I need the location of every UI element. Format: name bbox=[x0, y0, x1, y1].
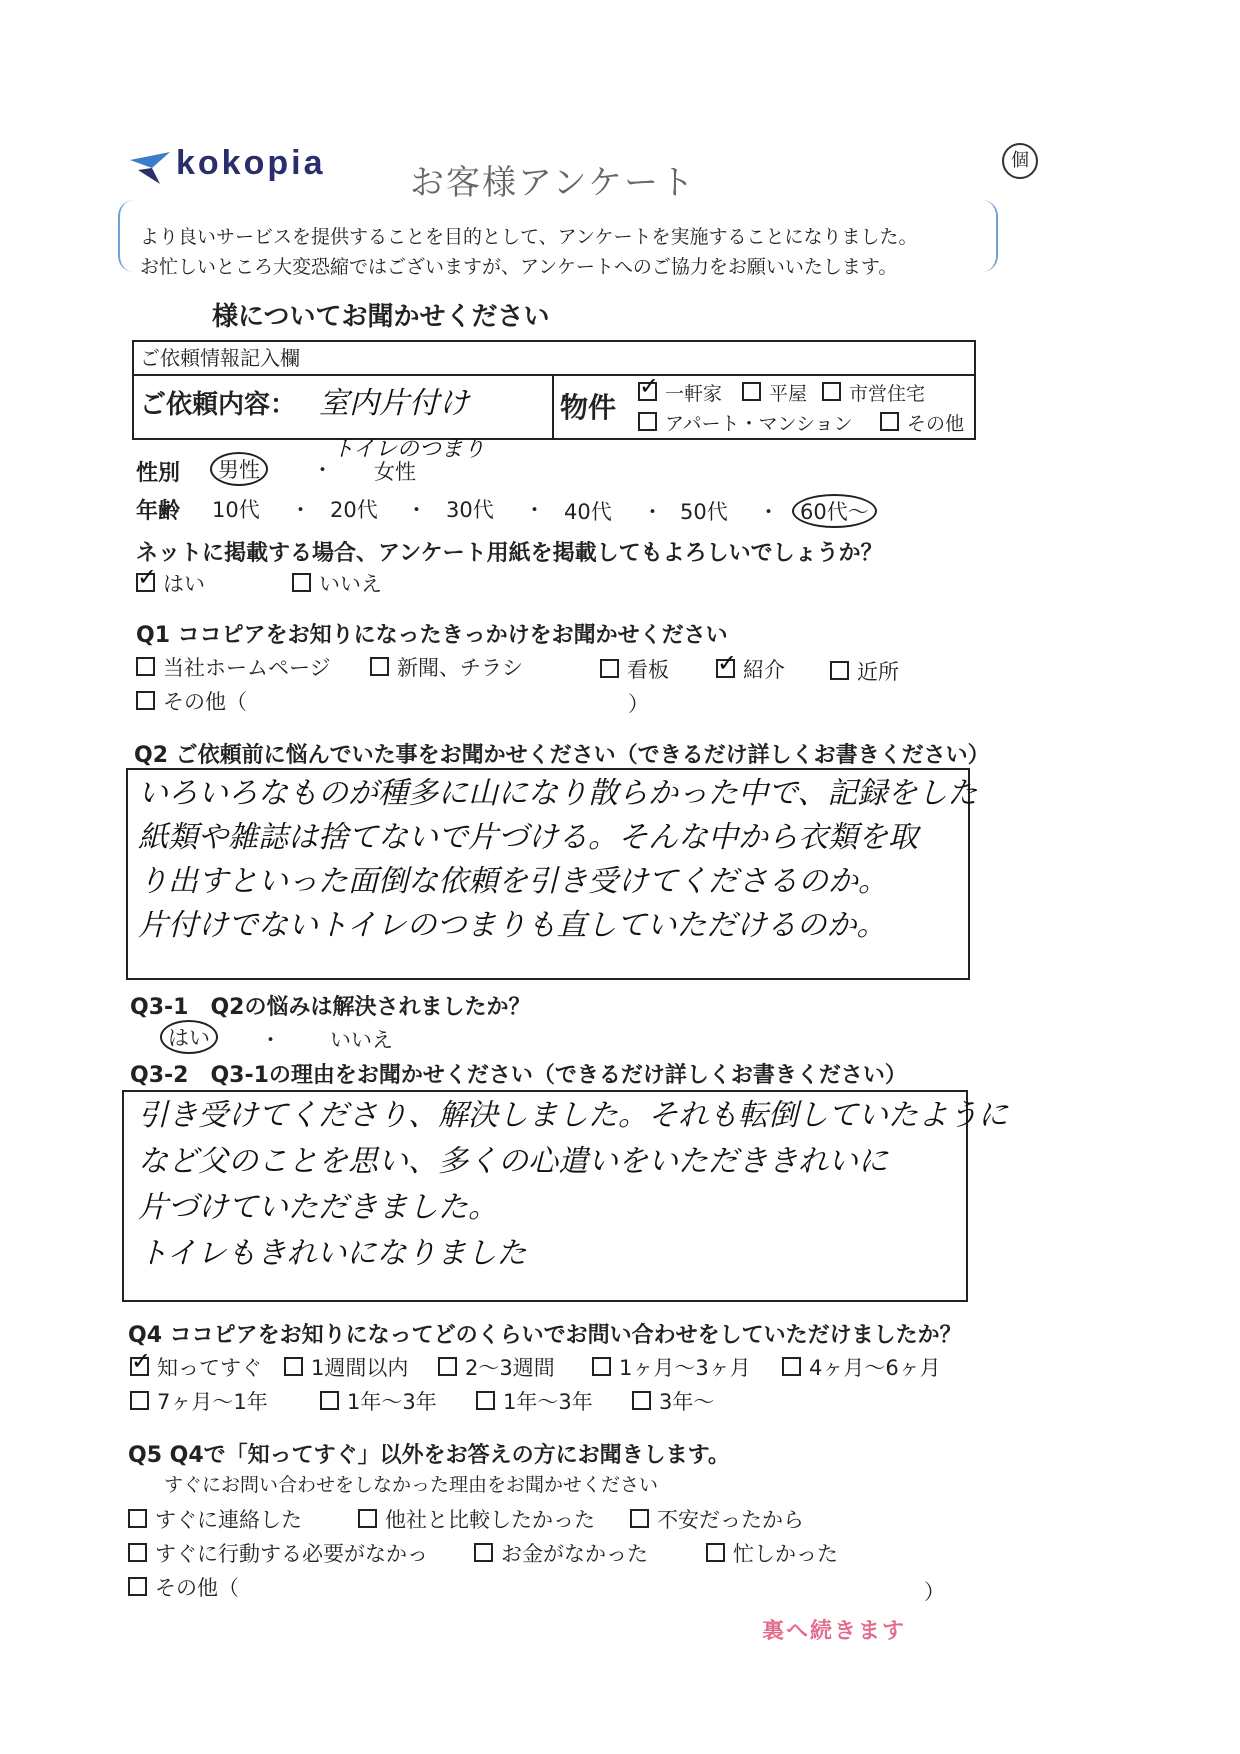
checkbox-icon bbox=[284, 1357, 303, 1376]
q4-option-1[interactable]: ✓知ってすぐ bbox=[130, 1352, 262, 1382]
q5-option-4[interactable]: すぐに行動する必要がなかっ bbox=[128, 1538, 428, 1568]
q4-option-2[interactable]: 1週間以内 bbox=[284, 1352, 408, 1382]
q1-option-2[interactable]: 新聞、チラシ bbox=[370, 652, 523, 682]
checkbox-icon bbox=[358, 1509, 377, 1528]
q3-1-no[interactable]: いいえ bbox=[330, 1028, 393, 1052]
q2-answer-line: り出すといった面倒な依頼を引き受けてくださるのか。 bbox=[138, 864, 888, 899]
brand-name: kokopia bbox=[176, 144, 326, 182]
checkbox-icon bbox=[638, 412, 657, 431]
age-50[interactable]: 50代 bbox=[680, 500, 728, 524]
checkbox-icon bbox=[638, 382, 657, 401]
checkbox-icon bbox=[706, 1543, 725, 1562]
page-title: お客様アンケート bbox=[410, 163, 696, 203]
property-option-4[interactable]: アパート・マンション bbox=[638, 409, 853, 436]
checkbox-icon bbox=[128, 1543, 147, 1562]
q3-2-answer-box[interactable] bbox=[122, 1090, 1008, 1302]
q3-2-question: Q3-2 Q3-1の理由をお聞かせください（できるだけ詳しくお書きください） bbox=[130, 1063, 907, 1088]
checkbox-icon bbox=[136, 691, 155, 710]
q5-subtitle: すぐにお問い合わせをしなかった理由をお聞かせください bbox=[164, 1474, 659, 1496]
q5-other-close: ） bbox=[924, 1580, 945, 1604]
checkbox-icon bbox=[592, 1357, 611, 1376]
q4-option-7[interactable]: 1年〜3年 bbox=[320, 1386, 437, 1416]
continue-note: 裏へ続きます bbox=[762, 1619, 907, 1644]
checkbox-icon bbox=[830, 661, 849, 680]
q4-option-5[interactable]: 4ヶ月〜6ヶ月 bbox=[782, 1352, 941, 1382]
checkbox-icon bbox=[370, 657, 389, 676]
request-value-2: トイレのつまり bbox=[332, 437, 485, 462]
q1-question: Q1 ココピアをお知りになったきっかけをお聞かせください bbox=[136, 623, 728, 648]
age-dot: ・ bbox=[642, 500, 663, 524]
age-dot: ・ bbox=[406, 498, 427, 522]
age-label: 年齢 bbox=[136, 499, 181, 524]
property-option-5[interactable]: その他 bbox=[880, 409, 964, 436]
q4-option-4[interactable]: 1ヶ月〜3ヶ月 bbox=[592, 1352, 751, 1382]
checkbox-icon bbox=[136, 573, 155, 592]
checkbox-icon bbox=[474, 1543, 493, 1562]
q3-1-dot: ・ bbox=[260, 1028, 281, 1052]
request-value: 室内片付け bbox=[319, 386, 469, 421]
request-label: ご依頼内容： bbox=[140, 390, 297, 420]
checkbox-icon bbox=[742, 382, 761, 401]
checkbox-icon bbox=[632, 1391, 651, 1410]
request-box-label: ご依頼情報記入欄 bbox=[140, 346, 300, 370]
badge-text: 個 bbox=[1011, 150, 1029, 171]
checkbox-icon bbox=[822, 382, 841, 401]
age-10[interactable]: 10代 bbox=[212, 498, 260, 522]
publish-yes[interactable]: ✓はい bbox=[136, 568, 205, 598]
age-20[interactable]: 20代 bbox=[330, 498, 378, 522]
publish-no[interactable]: いいえ bbox=[292, 568, 382, 598]
q3-2-answer-line: 引き受けてくださり、解決しました。それも転倒していたように bbox=[138, 1098, 1008, 1133]
checkbox-icon bbox=[782, 1357, 801, 1376]
badge-circle bbox=[1002, 143, 1038, 179]
request-box bbox=[132, 340, 976, 440]
age-dot: ・ bbox=[524, 498, 545, 522]
q5-option-6[interactable]: 忙しかった bbox=[706, 1538, 838, 1568]
property-option-3[interactable]: 市営住宅 bbox=[822, 379, 925, 406]
checkbox-icon bbox=[136, 657, 155, 676]
q5-option-1[interactable]: すぐに連絡した bbox=[128, 1504, 302, 1534]
checkbox-icon bbox=[130, 1391, 149, 1410]
q2-answer-line: いろいろなものが種多に山になり散らかった中で、記録をした bbox=[138, 776, 978, 811]
q1-option-5[interactable]: 近所 bbox=[830, 656, 899, 686]
q3-2-answer-line: 片づけていただきました。 bbox=[138, 1190, 498, 1225]
property-option-1[interactable]: ✓ 一軒家 bbox=[638, 379, 722, 406]
q2-answer-line: 片付けでないトイレのつまりも直していただけるのか。 bbox=[138, 908, 887, 943]
age-40[interactable]: 40代 bbox=[564, 500, 612, 524]
q4-option-3[interactable]: 2〜3週間 bbox=[438, 1352, 555, 1382]
q5-question: Q5 Q4で「知ってすぐ」以外をお答えの方にお聞きします。 bbox=[128, 1443, 730, 1468]
checkbox-icon bbox=[320, 1391, 339, 1410]
q5-other[interactable]: その他（ bbox=[128, 1572, 239, 1602]
age-30[interactable]: 30代 bbox=[446, 498, 494, 522]
q4-option-9[interactable]: 3年〜 bbox=[632, 1386, 714, 1416]
logo-mark-icon bbox=[130, 148, 174, 184]
q3-2-answer-line: など父のことを思い、多くの心遣いをいただききれいに bbox=[138, 1144, 888, 1179]
checkbox-icon bbox=[880, 412, 899, 431]
q4-option-6[interactable]: 7ヶ月〜1年 bbox=[130, 1386, 268, 1416]
q3-1-question: Q3-1 Q2の悩みは解決されましたか？ bbox=[130, 995, 531, 1020]
q1-other-close: ） bbox=[628, 692, 649, 716]
q4-option-8[interactable]: 1年〜3年 bbox=[476, 1386, 593, 1416]
q1-option-4[interactable]: ✓ 紹介 bbox=[716, 654, 785, 684]
checkbox-icon bbox=[130, 1357, 149, 1376]
q2-answer-box[interactable] bbox=[126, 768, 978, 980]
checkbox-icon bbox=[128, 1577, 147, 1596]
checkbox-icon bbox=[292, 573, 311, 592]
checkbox-icon bbox=[438, 1357, 457, 1376]
q2-question: Q2 ご依頼前に悩んでいた事をお聞かせください（できるだけ詳しくお書きください） bbox=[134, 743, 990, 768]
intro-line-2: お忙しいところ大変恐縮ではございますが、アンケートへのご協力をお願いいたします。 bbox=[140, 256, 898, 278]
checkbox-icon bbox=[128, 1509, 147, 1528]
q2-answer-line: 紙類や雑誌は捨てないで片づける。そんな中から衣類を取 bbox=[138, 820, 918, 855]
property-option-2[interactable]: 平屋 bbox=[742, 379, 807, 406]
q5-option-5[interactable]: お金がなかった bbox=[474, 1538, 648, 1568]
checkbox-icon bbox=[716, 659, 735, 678]
q5-option-2[interactable]: 他社と比較したかった bbox=[358, 1504, 595, 1534]
customer-title: 様についてお聞かせください bbox=[212, 302, 550, 332]
q3-2-answer-line: トイレもきれいになりました bbox=[138, 1236, 527, 1271]
age-dot: ・ bbox=[758, 500, 779, 524]
gender-dot: ・ bbox=[312, 458, 333, 482]
q4-question: Q4 ココピアをお知りになってどのくらいでお問い合わせをしていただけましたか？ bbox=[128, 1323, 962, 1348]
checkbox-icon bbox=[476, 1391, 495, 1410]
q1-option-3[interactable]: 看板 bbox=[600, 654, 669, 684]
checkbox-icon bbox=[600, 659, 619, 678]
age-60[interactable]: 60代〜 bbox=[792, 494, 877, 528]
q1-other[interactable]: その他（ bbox=[136, 686, 247, 716]
property-label: 物件 bbox=[560, 391, 617, 424]
q1-option-1[interactable]: 当社ホームページ bbox=[136, 652, 331, 682]
gender-female[interactable]: 女性 bbox=[374, 460, 416, 484]
intro-line-1: より良いサービスを提供することを目的として、アンケートを実施することになりました。 bbox=[140, 226, 918, 248]
q5-option-3[interactable]: 不安だったから bbox=[630, 1504, 804, 1534]
gender-label: 性別 bbox=[136, 461, 181, 486]
checkbox-icon bbox=[630, 1509, 649, 1528]
publish-question: ネットに掲載する場合、アンケート用紙を掲載してもよろしいでしょうか？ bbox=[136, 541, 883, 566]
age-dot: ・ bbox=[290, 498, 311, 522]
q3-1-yes[interactable]: はい bbox=[160, 1020, 218, 1054]
gender-male[interactable]: 男性 bbox=[210, 452, 268, 486]
